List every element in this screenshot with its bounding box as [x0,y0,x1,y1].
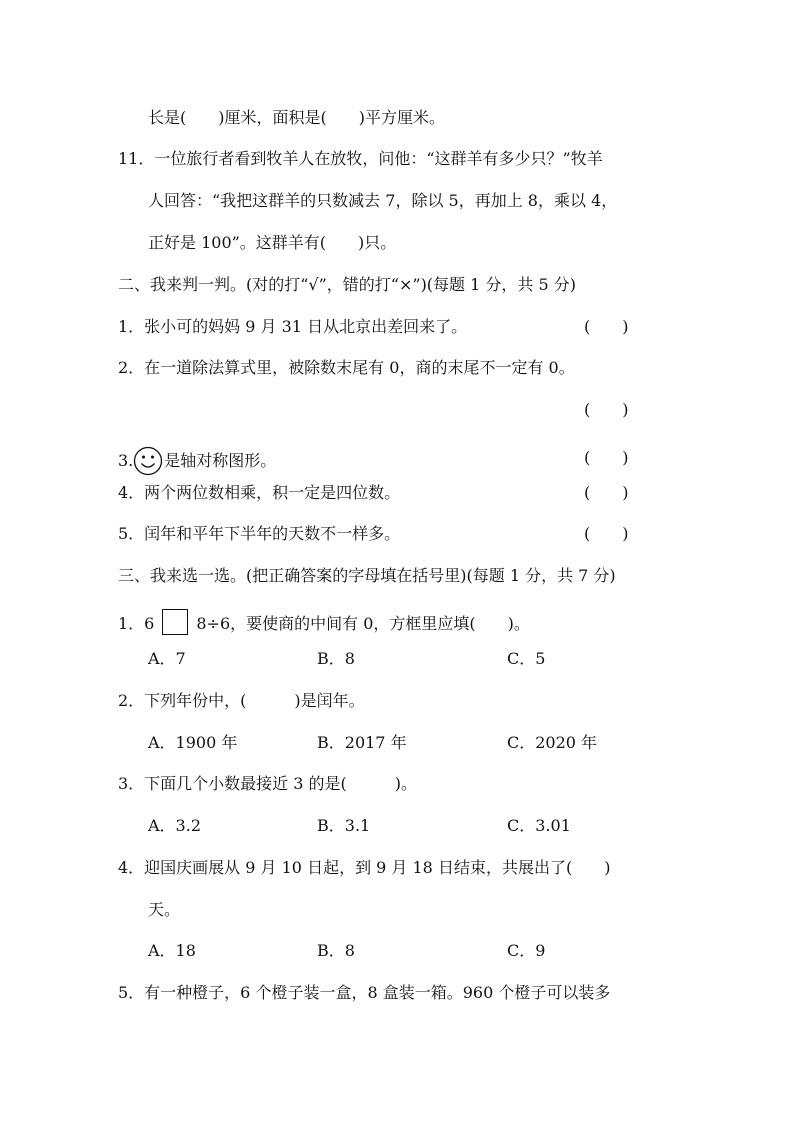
judge-item-1-answer-blank[interactable]: ( ) [584,317,629,336]
choice-q4-stem-line2: 天。 [148,900,181,919]
choice-q3-option-b[interactable]: B．3.1 [317,816,371,835]
choice-q4-option-b[interactable]: B．8 [317,941,355,960]
judge-item-2-answer-blank[interactable]: ( ) [584,400,629,419]
choice-q1-option-b[interactable]: B．8 [317,649,355,668]
judge-item-3-number: 3. [118,451,134,470]
choice-q2-option-b[interactable]: B．2017 年 [317,733,407,752]
judge-item-4-text: 4．两个两位数相乘，积一定是四位数。 [118,483,401,502]
judge-item-4-answer-blank[interactable]: ( ) [584,483,629,502]
section2-heading: 二、我来判一判。(对的打“√”，错的打“×”)(每题 1 分，共 5 分) [118,275,576,294]
judge-item-3-text: 是轴对称图形。 [164,451,277,470]
choice-q1-prefix: 1．6 [118,614,155,633]
judge-item-3-answer-blank[interactable]: ( ) [584,448,629,467]
judge-item-5-text: 5．闰年和平年下半年的天数不一样多。 [118,524,401,543]
q10-continuation: 长是( )厘米，面积是( )平方厘米。 [148,108,445,127]
choice-q2-option-c[interactable]: C．2020 年 [507,733,598,752]
smiley-face-icon [133,446,163,483]
choice-q2-stem: 2．下列年份中，( )是闰年。 [118,691,365,710]
judge-item-1-text: 1．张小可的妈妈 9 月 31 日从北京出差回来了。 [118,317,468,336]
choice-q3-option-c[interactable]: C．3.01 [507,816,571,835]
choice-q3-option-a[interactable]: A．3.2 [148,816,202,835]
choice-q1-suffix: 8÷6，要使商的中间有 0，方框里应填( )。 [196,614,530,633]
choice-q1-stem [118,609,530,636]
q11-line3: 正好是 100”。这群羊有( )只。 [148,233,397,252]
choice-q5-stem-line1: 5．有一种橙子，6 个橙子装一盒，8 盒装一箱。960 个橙子可以装多 [118,983,611,1002]
q11-line1: 11．一位旅行者看到牧羊人在放牧，问他：“这群羊有多少只？”牧羊 [118,149,603,168]
judge-item-5-answer-blank[interactable]: ( ) [584,524,629,543]
choice-q4-option-c[interactable]: C．9 [507,941,546,960]
choice-q3-stem: 3．下面几个小数最接近 3 的是( )。 [118,774,418,793]
blank-box-icon[interactable] [162,609,188,635]
q11-line2: 人回答：“我把这群羊的只数减去 7，除以 5，再加上 8，乘以 4， [148,191,618,210]
section3-heading: 三、我来选一选。(把正确答案的字母填在括号里)(每题 1 分，共 7 分) [118,566,616,585]
choice-q1-option-c[interactable]: C．5 [507,649,546,668]
choice-q1-option-a[interactable]: A．7 [148,649,186,668]
choice-q4-stem-line1: 4．迎国庆画展从 9 月 10 日起，到 9 月 18 日结束，共展出了( ) [118,858,611,877]
judge-item-3 [118,446,276,483]
choice-q2-option-a[interactable]: A．1900 年 [148,733,238,752]
choice-q4-option-a[interactable]: A．18 [148,941,196,960]
judge-item-2-text: 2．在一道除法算式里，被除数末尾有 0，商的末尾不一定有 0。 [118,358,575,377]
